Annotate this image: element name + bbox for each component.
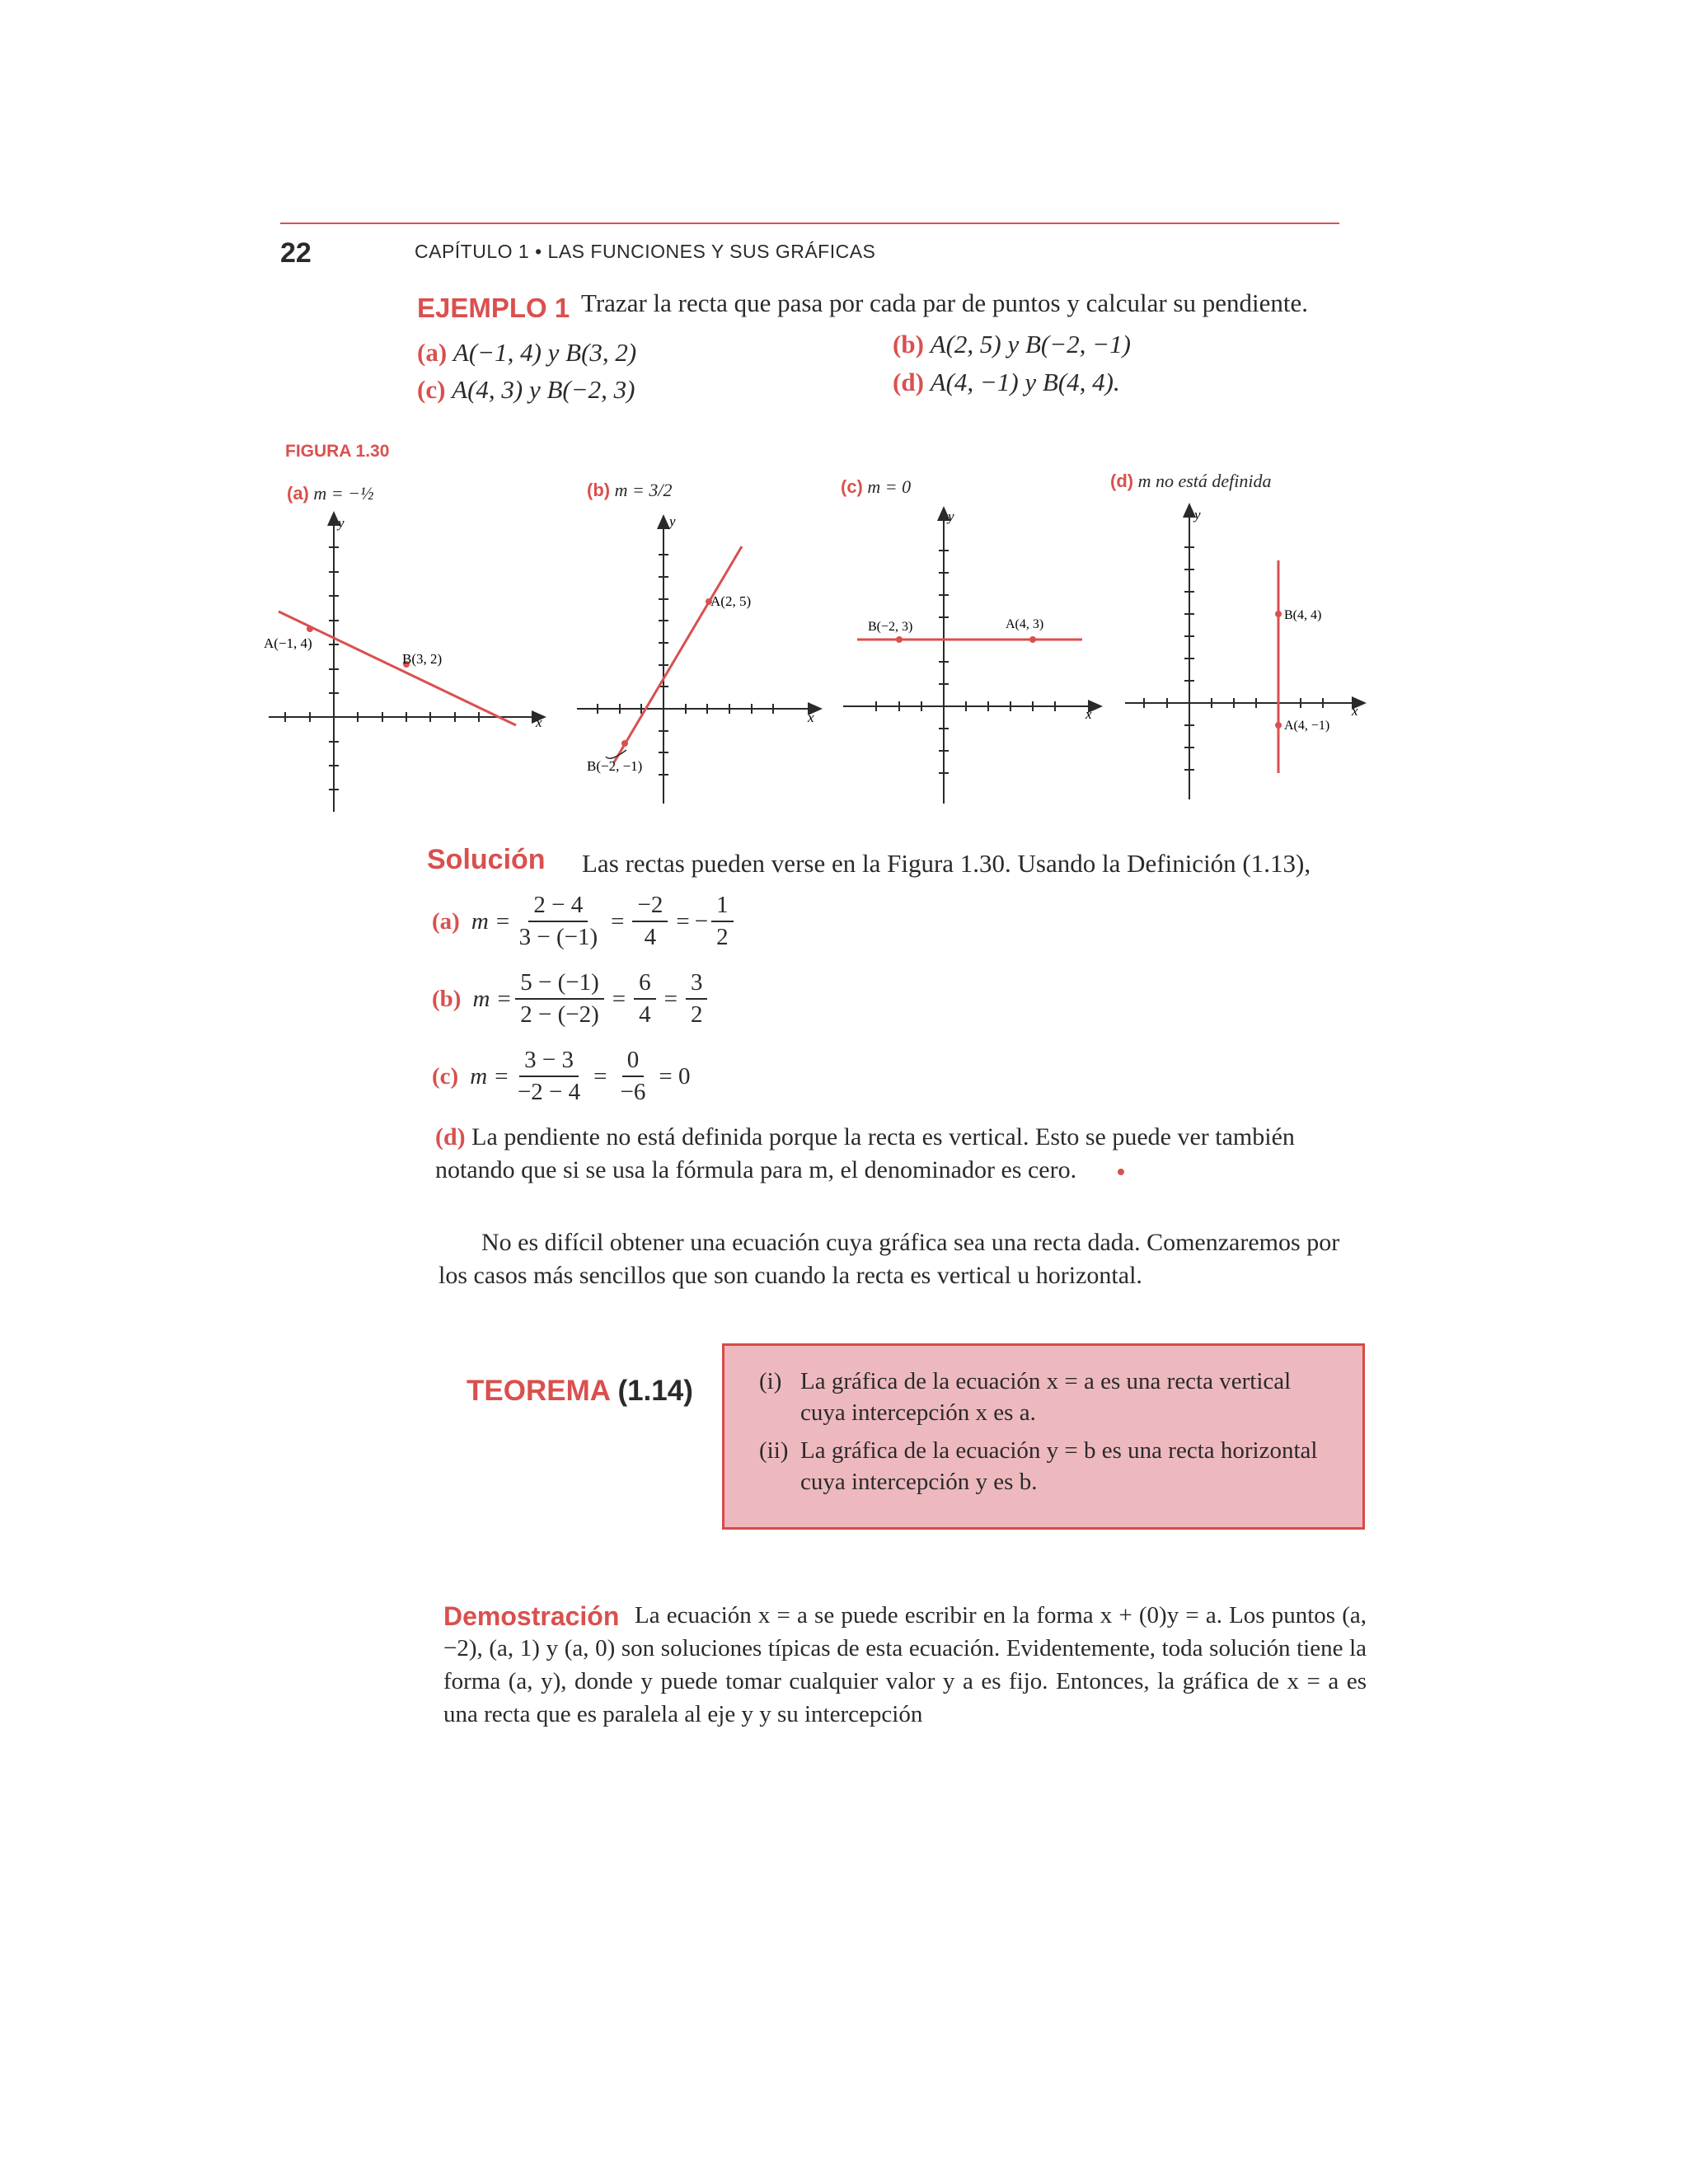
equation-label: (b) <box>432 985 462 1012</box>
pair-label: (d) <box>893 368 924 396</box>
point-a-label: A(4, −1) <box>1284 719 1330 733</box>
point-b-label: B(−2, −1) <box>587 758 643 774</box>
x-label: x <box>1085 706 1092 722</box>
solution-intro: Las rectas pueden verse en la Figura 1.30. Usando la Definición (1.13), <box>582 849 1311 878</box>
pair-text: A(2, 5) y B(−2, −1) <box>930 330 1131 359</box>
solution-part-d <box>435 1121 1358 1187</box>
graph-slope: m = 0 <box>867 476 912 497</box>
theorem-item-ii: (ii) La gráfica de la ecuación y = b es una recta horizontal cuya intercepción y es b. <box>759 1437 1318 1495</box>
ticks <box>1144 547 1323 770</box>
equation-b: (b) m = $\frac{5 - (-1)}{2 - (-2)}$ = $\frac{6}{4}$ = $\frac{3}{2}$ <box>432 969 710 1029</box>
equation-lhs: m = <box>472 985 513 1012</box>
fraction: $\frac{6}{4}$ <box>634 969 656 1029</box>
equation-a: (a) m = $\frac{2 - 4}{3 - (-1)}$ = $\frac{-2}{4}$ = − $\frac{1}{2}$ <box>432 892 737 951</box>
y-label: y <box>338 515 345 531</box>
x-label: x <box>1352 703 1358 719</box>
point-a-label: A(−1, 4) <box>264 635 312 651</box>
theorem-label: TEOREMA <box>467 1375 610 1407</box>
x-label: x <box>808 710 814 725</box>
fraction: $\frac{3 - 3}{-2 - 4}$ <box>517 1047 581 1105</box>
proof-label: Demostración <box>443 1601 620 1631</box>
theorem-heading <box>467 1375 693 1408</box>
equation-c: (c) m = $\frac{3 - 3}{-2 - 4}$ = $\frac{0}{-6}$ = 0 <box>432 1047 691 1105</box>
graph-label: (b) <box>587 480 611 500</box>
point-a-label: A(4, 3) <box>1006 617 1044 631</box>
fraction: $\frac{5 - (-1)}{2 - (-2)}$ <box>515 969 604 1029</box>
fraction: $\frac{2 - 4}{3 - (-1)}$ <box>518 892 598 950</box>
fraction: $\frac{0}{-6}$ <box>620 1047 646 1105</box>
ticks <box>876 551 1055 773</box>
pair-label: (c) <box>417 375 446 404</box>
theorem-box <box>722 1343 1365 1530</box>
point-a-label: A(2, 5) <box>710 593 752 609</box>
x-label: x <box>536 715 542 730</box>
pair-label: (b) <box>893 330 924 359</box>
graph-slope: m = −½ <box>313 483 374 504</box>
equation-label: (a) <box>432 907 460 935</box>
pair-text: A(4, −1) y B(4, 4). <box>930 368 1120 396</box>
ticks <box>285 547 479 790</box>
fraction: $\frac{1}{2}$ <box>711 892 734 951</box>
graph-d <box>1125 507 1360 799</box>
line-a <box>279 612 516 725</box>
y-label: y <box>669 513 676 529</box>
theorem-item-i: (i) La gráfica de la ecuación x = a es una recta vertical cuya intercepción x es a. <box>759 1368 1292 1426</box>
point-b <box>896 636 903 643</box>
point-a <box>1029 636 1036 643</box>
pair-text: A(−1, 4) y B(3, 2) <box>452 338 637 367</box>
graph-c <box>843 509 1096 804</box>
y-label: y <box>948 509 954 524</box>
point-b-label: B(4, 4) <box>1284 608 1322 622</box>
theorem-number: (1.14) <box>617 1375 693 1407</box>
proof-text: La ecuación x = a se puede escribir en la forma x + (0)y = a. Los puntos (a, −2), (a, 1) y (a, 0) son soluciones típicas de esta ecuación. Evidentemente, toda solución tiene la forma (a, y), donde y puede tomar cualquier valor y a es fijo. Entonces, la gráfica de x = a es una recta que es paralela al eje y y su intercepción <box>443 1602 1367 1727</box>
part-d-text: La pendiente no está definida porque la recta es vertical. Esto se puede ver también notando que si se usa la fórmula para m, el denominador es cero. <box>435 1123 1295 1183</box>
point-b <box>621 740 628 747</box>
point-a <box>1275 722 1282 729</box>
page-number: 22 <box>280 237 312 269</box>
graph-label: (a) <box>287 483 309 504</box>
equation-label: (c) <box>432 1062 459 1090</box>
body-paragraph: No es difícil obtener una ecuación cuya gráfica sea una recta dada. Comenzaremos por los casos más sencillos que son cuando la recta es vertical u horizontal. <box>438 1229 1340 1289</box>
example-label: EJEMPLO 1 <box>417 293 570 323</box>
point-b <box>1275 611 1282 617</box>
y-label: y <box>1194 507 1201 523</box>
figure-label: FIGURA 1.30 <box>285 442 390 461</box>
equation-lhs: m = <box>470 1062 509 1090</box>
graph-a <box>264 515 542 812</box>
pair-label: (a) <box>417 338 448 367</box>
fraction: $\frac{3}{2}$ <box>686 969 708 1029</box>
graph-slope: m = 3/2 <box>614 480 673 500</box>
equation-lhs: m = <box>471 907 511 935</box>
graph-label: (d) <box>1110 471 1134 491</box>
chapter-title: CAPÍTULO 1 • LAS FUNCIONES Y SUS GRÁFICAS <box>415 241 876 262</box>
end-of-example-marker <box>1118 1169 1124 1175</box>
point-b-label: B(3, 2) <box>402 651 443 667</box>
graph-slope: m no está definida <box>1137 471 1272 491</box>
example-statement: Trazar la recta que pasa por cada par de puntos y calcular su pendiente. <box>581 288 1308 317</box>
graph-label: (c) <box>841 476 863 497</box>
point-a <box>307 626 313 632</box>
line-b <box>614 546 742 762</box>
point-b-label: B(−2, 3) <box>868 620 913 634</box>
fraction: $\frac{-2}{4}$ <box>632 892 668 951</box>
figure-graphs <box>0 0 1688 824</box>
graph-b <box>577 513 816 804</box>
part-d-label: (d) <box>435 1123 466 1151</box>
solution-label: Solución <box>427 844 546 875</box>
pair-text: A(4, 3) y B(−2, 3) <box>452 375 635 404</box>
